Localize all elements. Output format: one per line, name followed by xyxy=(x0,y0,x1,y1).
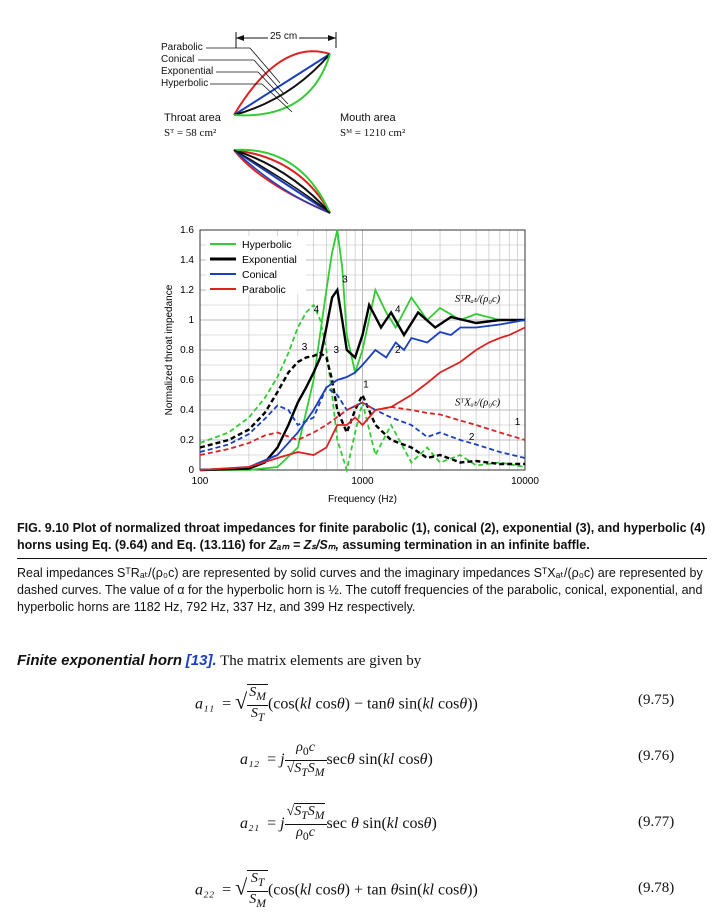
curve-number: 2 xyxy=(468,432,475,443)
eq-lhs: a₂₁ xyxy=(240,814,260,832)
annotation-imag: SᵀXₐₜ/(ρ₀c) xyxy=(455,397,501,409)
y-tick-label: 1.6 xyxy=(180,225,194,236)
curve-number: 4 xyxy=(395,304,401,316)
legend-parabolic: Parabolic xyxy=(161,42,203,53)
section-heading: Finite exponential horn xyxy=(17,652,183,669)
eq-lhs: a₁₁ xyxy=(195,695,215,713)
x-tick-label: 10000 xyxy=(511,476,539,487)
impedance-chart xyxy=(160,220,540,515)
curve-number: 3 xyxy=(342,274,348,286)
equation-9-75: a₁₁ = √ $\frac{S_M}{S_T}$ (cos(kl cosθ) − tanθ sin(kl cosθ)) (9.75) xyxy=(195,685,675,724)
legend-hyperbolic: Hyperbolic xyxy=(161,78,209,89)
throat-area-label: Throat area xyxy=(164,112,221,124)
y-tick-label: 0.8 xyxy=(180,345,194,356)
y-tick-label: 1.4 xyxy=(180,255,194,266)
fig-zam: Zₐₘ = Zₛ/Sₘ, xyxy=(269,538,339,552)
eq-number: (9.76) xyxy=(638,748,675,764)
legend-conical: Conical xyxy=(161,54,195,65)
y-tick-label: 0 xyxy=(188,465,194,476)
fig-text: Plot of normalized throat impedances for finite parabolic (1), conical (2), exponential (3), and hyperbolic (4) horns using Eq. (9.64) and Eq. (13.116) for xyxy=(17,521,706,552)
equation-9-78: a₂₂ = √ $\frac{S_T}{S_M}$ (cos(kl cosθ) + tan θsin(kl cosθ)) (9.78) xyxy=(195,871,675,910)
section-intro-text: The matrix elements are given by xyxy=(220,653,422,669)
mouth-area-label: Mouth area xyxy=(340,112,396,124)
equation-9-76: a₁₂ = j $\frac{\rho_0c}{√S_TS_M}$ secθ sin(kl cosθ) (9.76) xyxy=(240,740,675,779)
legend-label: Hyperbolic xyxy=(242,239,292,251)
fig-tail: assuming termination in an infinite baffle. xyxy=(342,538,590,552)
curve-number: 2 xyxy=(395,345,401,356)
eq-number: (9.75) xyxy=(638,692,675,708)
x-tick-label: 1000 xyxy=(351,476,374,487)
mouth-area-value: Sᴹ = 1210 cm² xyxy=(340,127,406,139)
throat-area-value: Sᵀ = 58 cm² xyxy=(164,127,217,139)
eq-lhs: a₂₂ xyxy=(195,881,215,899)
curve-number: 1 xyxy=(514,417,521,428)
curve-number: 4 xyxy=(313,304,320,316)
figure-caption-title xyxy=(17,520,707,554)
section-ref: [13]. xyxy=(185,652,217,669)
y-tick-label: 1.2 xyxy=(180,285,194,296)
x-tick-label: 100 xyxy=(191,476,209,487)
caption-rule xyxy=(17,558,707,559)
y-tick-label: 0.2 xyxy=(180,435,194,446)
eq-number: (9.77) xyxy=(638,814,675,830)
legend-label: Exponential xyxy=(242,254,297,266)
curve-number: 3 xyxy=(301,342,308,353)
curve-number: 1 xyxy=(363,379,369,391)
annotation-real: SᵀRₐₜ/(ρ₀c) xyxy=(455,294,501,305)
y-axis-label: Normalized throat impedance xyxy=(164,284,175,416)
y-tick-label: 0.6 xyxy=(180,375,194,386)
legend-label: Conical xyxy=(242,269,278,281)
y-tick-label: 1 xyxy=(188,315,194,326)
equation-9-77: a₂₁ = j $\frac{√S_TS_M}{\rho_0c}$ sec θ sin(kl cosθ) (9.77) xyxy=(240,804,675,843)
y-tick-label: 0.4 xyxy=(180,405,194,416)
eq-lhs: a₁₂ xyxy=(240,750,260,768)
legend-label: Parabolic xyxy=(242,284,286,296)
legend-exponential: Exponential xyxy=(161,66,214,77)
eq-number: (9.78) xyxy=(638,880,675,896)
dimension-label: 25 cm xyxy=(270,31,298,42)
figure-caption-body: Real impedances SᵀRₐₜ/(ρ₀c) are represented by solid curves and the imaginary impedances SᵀXₐₜ/(ρ₀c) are represented by dashed curves. The value of α for the hyperbolic horn is ½. The cutoff frequencies of the parabolic, conical, exponential, and hyperbolic horns are 1182 Hz, 792 Hz, 337 Hz, and 399 Hz respectively. xyxy=(17,566,703,614)
curve-number: 3 xyxy=(333,345,340,356)
section-intro xyxy=(17,652,421,670)
x-axis-label: Frequency (Hz) xyxy=(328,494,397,505)
fig-label: FIG. 9.10 xyxy=(17,521,70,535)
